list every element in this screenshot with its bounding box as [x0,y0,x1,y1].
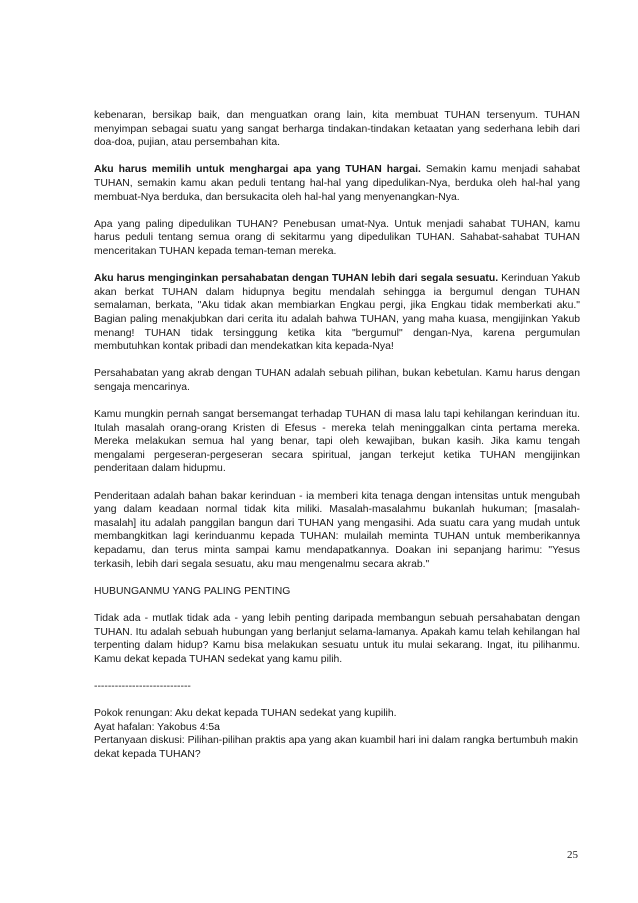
page-body [94,109,580,762]
paragraph-2 [94,163,580,204]
paragraph-6-text: Kamu mungkin pernah sangat bersemangat terhadap TUHAN di masa lalu tapi kehilangan kerinduan itu. Itulah masalah orang-orang Kristen di Efesus - mereka telah meninggalkan cinta pertama mereka. Mereka melakukan semua hal yang benar, tapi oleh kewajiban, bukan kasih. Jika kamu tengah mengalami pergeseran-pergeseran secara spiritual, jangan terkejut ketika TUHAN mengijinkan penderitaan dalam hidupmu. [94,409,580,475]
paragraph-4-bold: Aku harus menginginkan persahabatan dengan TUHAN lebih dari segala sesuatu. [94,273,499,285]
page-number: 25 [567,849,578,861]
paragraph-6 [94,408,580,476]
section-heading: HUBUNGANMU YANG PALING PENTING [94,585,291,597]
paragraph-final: Tidak ada - mutlak tidak ada - yang lebih penting daripada membangun sebuah persahabatan dengan TUHAN. Itu adalah sebuah hubungan yang berlanjut selama-lamanya. Apakah kamu telah kehilangan hal terpenting dalam hidup? Kamu bisa melakukan sesuatu untuk itu mulai sekarang. Ingat, itu pilihanmu. Kamu dekat kepada TUHAN sedekat yang kamu pilih. [94,612,580,665]
separator-line: ---------------------------- [94,680,191,692]
paragraph-1 [94,109,580,150]
paragraph-3 [94,218,580,259]
paragraph-4-text: Kerinduan Yakub akan berkat TUHAN dalam hidupnya begitu mendalah sehingga ia bergumul dengan TUHAN semalaman, berkata, "Aku tidak akan membiarkan Engkau pergi, jika Engkau tidak memberkati aku." Bagian paling menakjubkan dari cerita itu adalah bahwa TUHAN, yang maha kuasa, mengijinkan Yakub menang! TUHAN tidak tersinggung ketika kita "bergumul" dengan-Nya, karena pergumulan membutuhkan kontak pribadi dan mendekatkan kita kepada-Nya! [94,273,580,353]
pertanyaan-diskusi: Pertanyaan diskusi: Pilihan-pilihan praktis apa yang akan kuambil hari ini dalam rangka bertumbuh makin dekat kepada TUHAN? [94,735,579,760]
paragraph-7 [94,490,580,572]
paragraph-4 [94,272,580,354]
pokok-renungan: Pokok renungan: Aku dekat kepada TUHAN sedekat yang kupilih. [94,708,397,720]
closing-notes [94,707,580,761]
paragraph-1-text: kebenaran, bersikap baik, dan menguatkan orang lain, kita membuat TUHAN tersenyum. TUHAN menyimpan sebagai suatu yang sangat berharga tindakan-tindakan ketaatan yang sederhana lebih dari doa-doa, pujian, atau persembahan kita. [94,110,580,149]
ayat-hafalan: Ayat hafalan: Yakobus 4:5a [94,721,220,733]
paragraph-5 [94,367,580,394]
paragraph-5-text: Persahabatan yang akrab dengan TUHAN adalah sebuah pilihan, bukan kebetulan. Kamu harus dengan sengaja mencarinya. [94,368,580,393]
paragraph-2-text: Semakin kamu menjadi sahabat TUHAN, semakin kamu akan peduli tentang hal-hal yang dipedulikan-Nya, berduka oleh hal-hal yang membuat-Nya berduka, dan bersukacita oleh hal-hal yang menyenangkan-Nya. [94,164,581,203]
paragraph-3-text: Apa yang paling dipedulikan TUHAN? Penebusan umat-Nya. Untuk menjadi sahabat TUHAN, kamu harus peduli tentang semua orang di sekitarmu yang dipedulikan TUHAN. Sahabat-sahabat TUHAN menceritakan TUHAN kepada teman-teman mereka. [94,218,580,257]
paragraph-7-text: Penderitaan adalah bahan bakar kerinduan - ia memberi kita tenaga dengan intensitas untuk mengubah yang dalam keadaan normal tidak kita miliki. Masalah-masalahmu bukanlah hukuman; [masalah-masalah] itu adalah panggilan bangun dari TUHAN yang mengasihi. Ada suatu cara yang mudah untuk membangkitkan lagi kerinduanmu kepada TUHAN: mulailah meminta TUHAN untuk memberikannya kepadamu, dan terus minta sampai kamu mendapatkannya. Doakan ini sepanjang harimu: "Yesus terkasih, lebih dari segala sesuatu, aku mau mengenalmu secara akrab." [94,490,580,570]
paragraph-2-bold: Aku harus memilih untuk menghargai apa yang TUHAN hargai. [94,164,421,176]
